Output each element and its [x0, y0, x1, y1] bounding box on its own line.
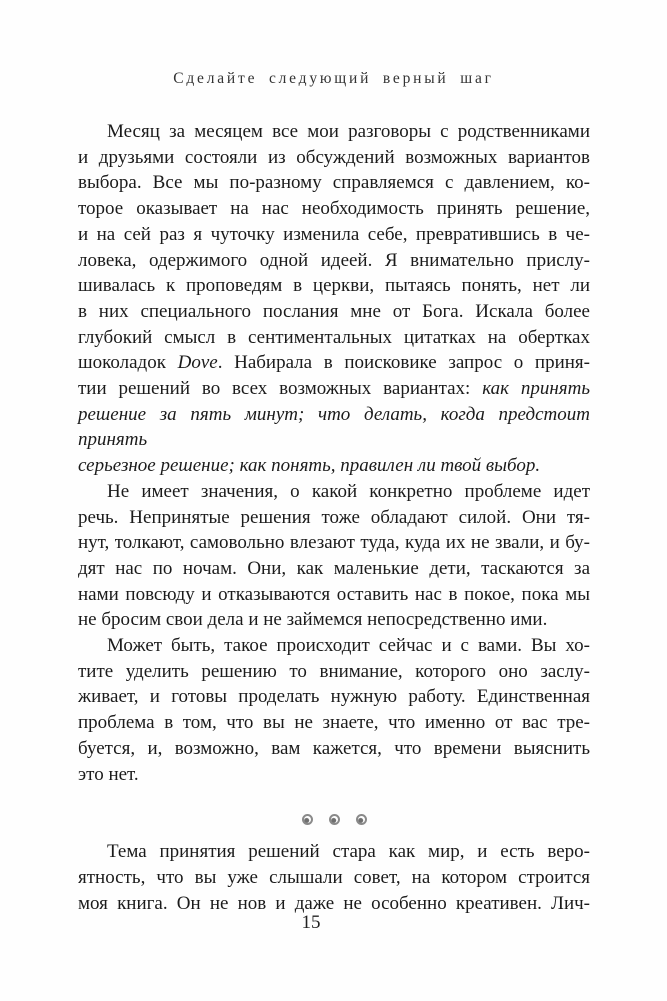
ring-ornament-icon [329, 814, 340, 825]
body-line: и друзьями состояли из обсуждений возможных вариантов [78, 146, 590, 168]
body-line: Не имеет значения, о какой конкретно проблеме идет [107, 480, 590, 502]
body-line: ятность, что вы уже слышали совет, на котором строится [78, 866, 590, 888]
page-number: 15 [301, 912, 321, 933]
body-line [78, 350, 590, 376]
body-line: торое оказывает на нас необходимость принять решение, [78, 198, 590, 220]
body-line: и на сей раз я чуточку изменила себе, превратившись в че- [78, 223, 590, 245]
body-line: нут, толкают, самовольно влезают туда, куда их не звали, и бу- [78, 532, 590, 554]
body-line: выбора. Все мы по-разному справляемся с давлением, ко- [78, 172, 590, 194]
body-line: нами повсюду и отказываются оставить нас в покое, пока мы [78, 583, 590, 605]
body-line-segment-italic: решение за пять минут; что делать, когда предстоит принять [78, 403, 590, 451]
body-line-segment-italic: серьезное решение; как понять, правилен ли твой выбор. [78, 455, 541, 477]
ring-ornament-icon [302, 814, 313, 825]
body-line-segment: шоколадок [78, 352, 178, 374]
paragraph [78, 119, 590, 479]
body-line-segment: . Набирала в поисковике запрос о приня- [217, 352, 590, 374]
body-line: Месяц за месяцем все мои разговоры с родственниками [107, 121, 590, 142]
body-line [78, 402, 590, 453]
section-separator [78, 814, 590, 825]
body-line: Тема принятия решений стара как мир, и есть веро- [107, 841, 590, 863]
body-line: моя книга. Он не нов и даже не особенно креативен. Лич- [78, 892, 590, 914]
body-line [78, 376, 590, 402]
body-line: глубокий смысл в сентиментальных цитатках на обертках [78, 326, 590, 348]
body-line: проблема в том, что вы не знаете, что именно от вас тре- [78, 712, 590, 734]
body-line: речь. Непринятые решения тоже обладают силой. Они тя- [78, 506, 590, 528]
body-line [78, 453, 590, 479]
body-line-segment: тии решений во всех возможных вариантах: [78, 378, 483, 400]
body-line: дят нас по ночам. Они, как маленькие дети, таскаются за [78, 557, 590, 579]
paragraph [78, 633, 590, 787]
body-line: живает, и готовы проделать нужную работу. Единственная [78, 686, 590, 708]
body-line: не бросим свои дела и не займемся непосредственно ими. [78, 609, 548, 631]
body-line: Может быть, такое происходит сейчас и с вами. Вы хо- [107, 635, 590, 657]
body-line: ловека, одержимого одной идеей. Я внимательно прислу- [78, 249, 590, 271]
running-head: Сделайте следующий верный шаг [173, 70, 494, 87]
paragraph [78, 479, 590, 633]
page-body [78, 119, 590, 916]
body-line: буется, и, возможно, вам кажется, что времени выяснить [78, 737, 590, 759]
paragraph [78, 839, 590, 916]
ring-ornament-icon [356, 814, 367, 825]
body-line-segment-italic: Dove [177, 352, 218, 374]
body-line: тите уделить решению то внимание, которого оно заслу- [78, 660, 590, 682]
body-line: это нет. [78, 763, 139, 785]
body-line: шивалась к проповедям в церкви, пытаясь понять, нет ли [78, 275, 590, 297]
body-line: в них специального послания мне от Бога. Искала более [78, 300, 590, 322]
body-line-segment-italic: как принять [482, 378, 590, 400]
